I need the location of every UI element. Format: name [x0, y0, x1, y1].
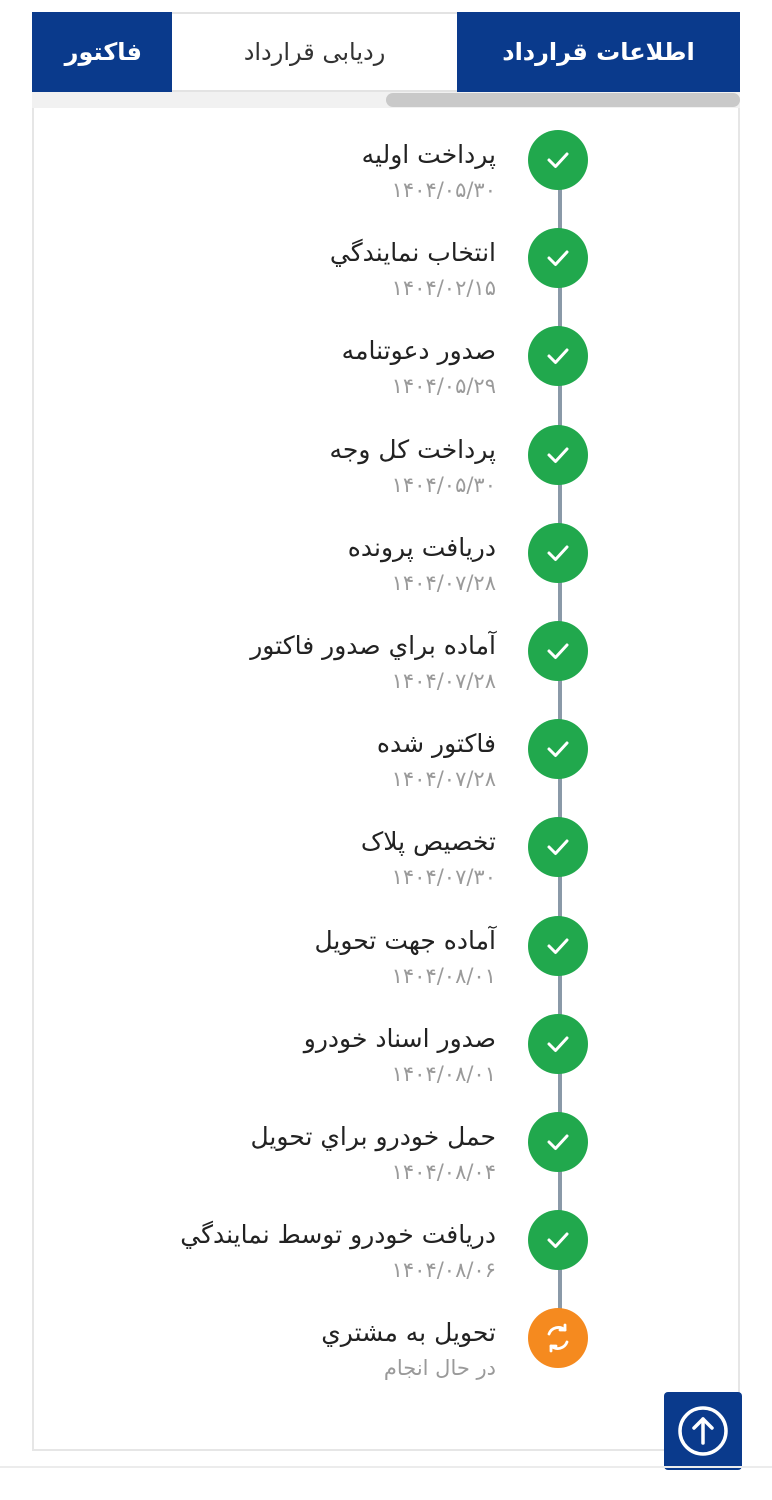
step-date: در حال انجام	[383, 1356, 496, 1381]
step-date: ۱۴۰۴/۰۸/۰۶	[391, 1258, 496, 1283]
step-title: آماده براي صدور فاکتور	[250, 631, 496, 660]
check-icon	[543, 145, 573, 175]
timeline-step	[32, 1308, 740, 1406]
timeline-step	[32, 523, 740, 621]
check-icon	[543, 341, 573, 371]
check-icon	[543, 832, 573, 862]
step-date: ۱۴۰۴/۰۷/۲۸	[391, 767, 496, 792]
step-done-badge	[528, 523, 588, 583]
step-date: ۱۴۰۴/۰۷/۳۰	[391, 865, 496, 890]
step-date: ۱۴۰۴/۰۸/۰۴	[391, 1160, 496, 1184]
timeline-step	[32, 621, 740, 719]
step-done-badge	[528, 1210, 588, 1270]
check-icon	[543, 1029, 573, 1059]
timeline-step	[32, 130, 740, 228]
check-icon	[543, 636, 573, 666]
check-icon	[543, 734, 573, 764]
tab-invoice[interactable]: فاکتور	[32, 12, 172, 92]
step-done-badge	[528, 228, 588, 288]
check-icon	[543, 1225, 573, 1255]
scroll-to-top-button[interactable]	[664, 1392, 742, 1470]
step-title: صدور اسناد خودرو	[303, 1023, 496, 1053]
timeline-step	[32, 719, 740, 817]
check-icon	[543, 931, 573, 961]
timeline-step	[32, 817, 740, 915]
step-date: ۱۴۰۴/۰۸/۰۱	[391, 963, 496, 988]
step-done-badge	[528, 621, 588, 681]
step-title: صدور دعوتنامه	[341, 336, 496, 366]
step-done-badge	[528, 130, 588, 190]
step-title: تخصيص پلاک	[360, 827, 496, 857]
tab-scrollbar-thumb[interactable]	[386, 93, 740, 107]
step-done-badge	[528, 1014, 588, 1074]
step-date: ۱۴۰۴/۰۷/۲۸	[391, 570, 496, 595]
refresh-icon	[541, 1321, 575, 1355]
bottom-divider	[0, 1466, 772, 1468]
step-pending-badge	[528, 1308, 588, 1368]
step-title: پرداخت کل وجه	[329, 434, 496, 464]
step-title: انتخاب نمايندگي	[329, 238, 496, 268]
step-title: تحويل به مشتري	[321, 1318, 496, 1348]
step-title: دريافت خودرو توسط نمايندگي	[180, 1220, 496, 1250]
step-done-badge	[528, 916, 588, 976]
tab-contract-tracking[interactable]: ردیابی قرارداد	[172, 12, 457, 92]
arrow-up-icon	[676, 1404, 730, 1458]
tab-contract-info[interactable]: اطلاعات قرارداد	[457, 12, 740, 92]
timeline-step	[32, 916, 740, 1014]
step-date: ۱۴۰۴/۰۵/۳۰	[391, 178, 496, 202]
step-title: پرداخت اوليه	[361, 140, 496, 169]
step-done-badge	[528, 1112, 588, 1172]
check-icon	[543, 440, 573, 470]
timeline-step	[32, 326, 740, 424]
step-done-badge	[528, 425, 588, 485]
step-done-badge	[528, 326, 588, 386]
step-done-badge	[528, 817, 588, 877]
step-date: ۱۴۰۴/۰۵/۲۹	[391, 374, 496, 399]
step-date: ۱۴۰۴/۰۵/۳۰	[391, 472, 496, 497]
step-title: حمل خودرو براي تحويل	[250, 1122, 496, 1151]
timeline-step	[32, 228, 740, 326]
step-date: ۱۴۰۴/۰۷/۲۸	[391, 669, 496, 693]
step-date: ۱۴۰۴/۰۸/۰۱	[391, 1061, 496, 1086]
timeline-step	[32, 425, 740, 523]
timeline-step	[32, 1112, 740, 1210]
check-icon	[543, 538, 573, 568]
step-title: دريافت پرونده	[347, 532, 496, 562]
step-done-badge	[528, 719, 588, 779]
check-icon	[543, 1127, 573, 1157]
timeline-step	[32, 1210, 740, 1308]
timeline-step	[32, 1014, 740, 1112]
step-date: ۱۴۰۴/۰۲/۱۵	[391, 276, 496, 301]
tab-bar	[32, 12, 740, 92]
step-title: آماده جهت تحويل	[314, 925, 496, 955]
step-title: فاکتور شده	[376, 729, 496, 759]
check-icon	[543, 243, 573, 273]
